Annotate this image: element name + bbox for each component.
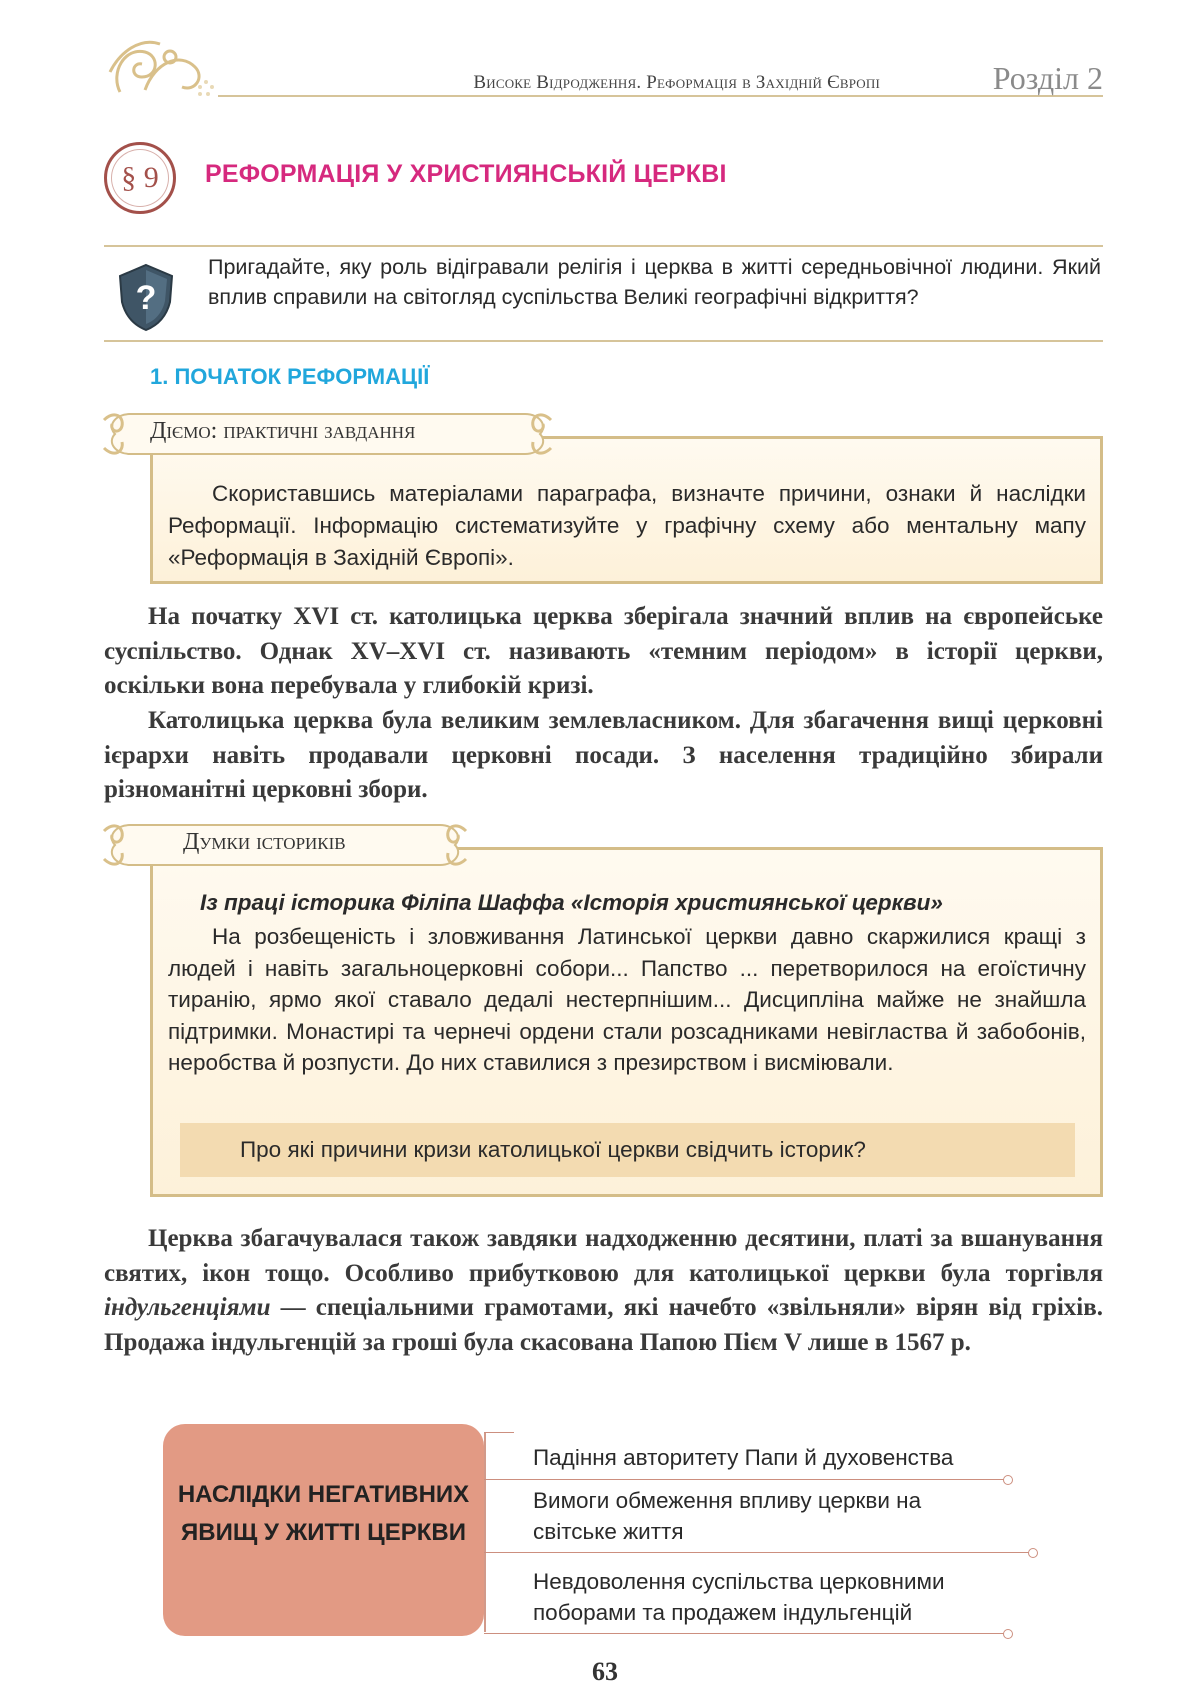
quote-text: На розбещеність і зловживання Латинської церкви давно скаржилися кращі з людей і навіть загальноцерковні собори... Папство ... перетворилося на егоїстичну тиранію, ярмо якої ставало дедалі нестерпнішим... Дисципліна майже не знайшла підтримки. Монастирі та чернечі ордени стали розсадниками невігластва й забобонів, неробства й розпусти. До них ставилися з презирством і висміювали. — [168, 924, 1086, 1075]
paragraph-number-badge — [104, 142, 176, 214]
consequences-title: НАСЛІДКИ НЕГАТИВНИХ ЯВИЩ У ЖИТТІ ЦЕРКВИ — [177, 1481, 470, 1546]
historians-label — [183, 829, 346, 856]
practice-label-text: Діємо: практичні завдання — [150, 418, 416, 444]
quote-title: Із праці історика Філіпа Шаффа «Історія християнської церкви» — [200, 890, 943, 915]
consequence-dot-1 — [1003, 1475, 1013, 1485]
consequence-rule-3 — [484, 1633, 1008, 1634]
question-text: Про які причини кризи католицької церкви свідчить історик? — [240, 1137, 866, 1162]
historians-label-text: Думки істориків — [183, 829, 346, 855]
section-label: Розділ 2 — [992, 60, 1103, 96]
running-title: Високе Відродження. Реформація в Західній Європі — [473, 72, 880, 93]
paragraph-number: § 9 — [121, 161, 159, 194]
question-shield-icon — [116, 262, 176, 332]
consequence-dot-3 — [1003, 1629, 1013, 1639]
consequences-top-rule — [484, 1432, 514, 1433]
p3-after: — спеціальними грамотами, які начебто «звільняли» вірян від гріхів. Продажа індульгенцій за гроші була скасована Папою Пієм V лише в 1567 р. — [104, 1294, 1103, 1356]
recall-top-rule — [104, 245, 1103, 247]
consequence-item-2: Вимоги обмеження впливу церкви на світське життя — [533, 1488, 922, 1544]
paragraph-title: РЕФОРМАЦІЯ У ХРИСТИЯНСЬКІЙ ЦЕРКВІ — [205, 160, 727, 188]
recall-text: Пригадайте, яку роль відігравали релігія і церква в житті середньовічної людини. Який вплив справили на світогляд суспільства Великі географічні відкриття? — [208, 255, 1101, 309]
term-indulgences: індульгенціями — [104, 1294, 271, 1321]
consequence-dot-2 — [1028, 1548, 1038, 1558]
header-ornament — [100, 32, 220, 102]
subsection-title: 1. ПОЧАТОК РЕФОРМАЦІЇ — [150, 364, 430, 389]
consequence-rule-2 — [484, 1552, 1032, 1553]
page-number: 63 — [592, 1657, 618, 1686]
consequences-connector — [484, 1432, 486, 1632]
practice-label — [150, 418, 415, 445]
header-rule — [218, 95, 1103, 97]
consequence-item-3: Невдоволення суспільства церковними поборами та продажем індульгенцій — [533, 1569, 945, 1625]
body-paragraph-3 — [104, 1222, 1103, 1360]
practice-text: Скориставшись матеріалами параграфа, визначте причини, ознаки й наслідки Реформації. Інформацію систематизуйте у графічну схему або ментальну мапу «Реформація в Західній Європі». — [168, 481, 1086, 570]
recall-bottom-rule — [104, 340, 1103, 342]
consequence-rule-1 — [484, 1479, 1008, 1480]
consequence-item-1: Падіння авторитету Папи й духовенства — [533, 1445, 954, 1470]
body-paragraph-2: Католицька церква була великим землевласником. Для збагачення вищі церковні ієрархи навіть продавали церковні посади. З населення традиційно збирали різноманітні церковні збори. — [104, 707, 1103, 803]
svg-text:?: ? — [135, 279, 157, 317]
p3-before: Церква збагачувалася також завдяки надходженню десятини, платі за вшанування святих, ікон тощо. Особливо прибутковою для католицької церкви була торгівля — [104, 1225, 1103, 1287]
body-paragraph-1: На початку XVI ст. католицька церква зберігала значний вплив на європейське суспільство. Однак XV–XVI ст. називають «темним періодом» в історії церкви, оскільки вона перебувала у глибокій кризі. — [104, 603, 1103, 699]
